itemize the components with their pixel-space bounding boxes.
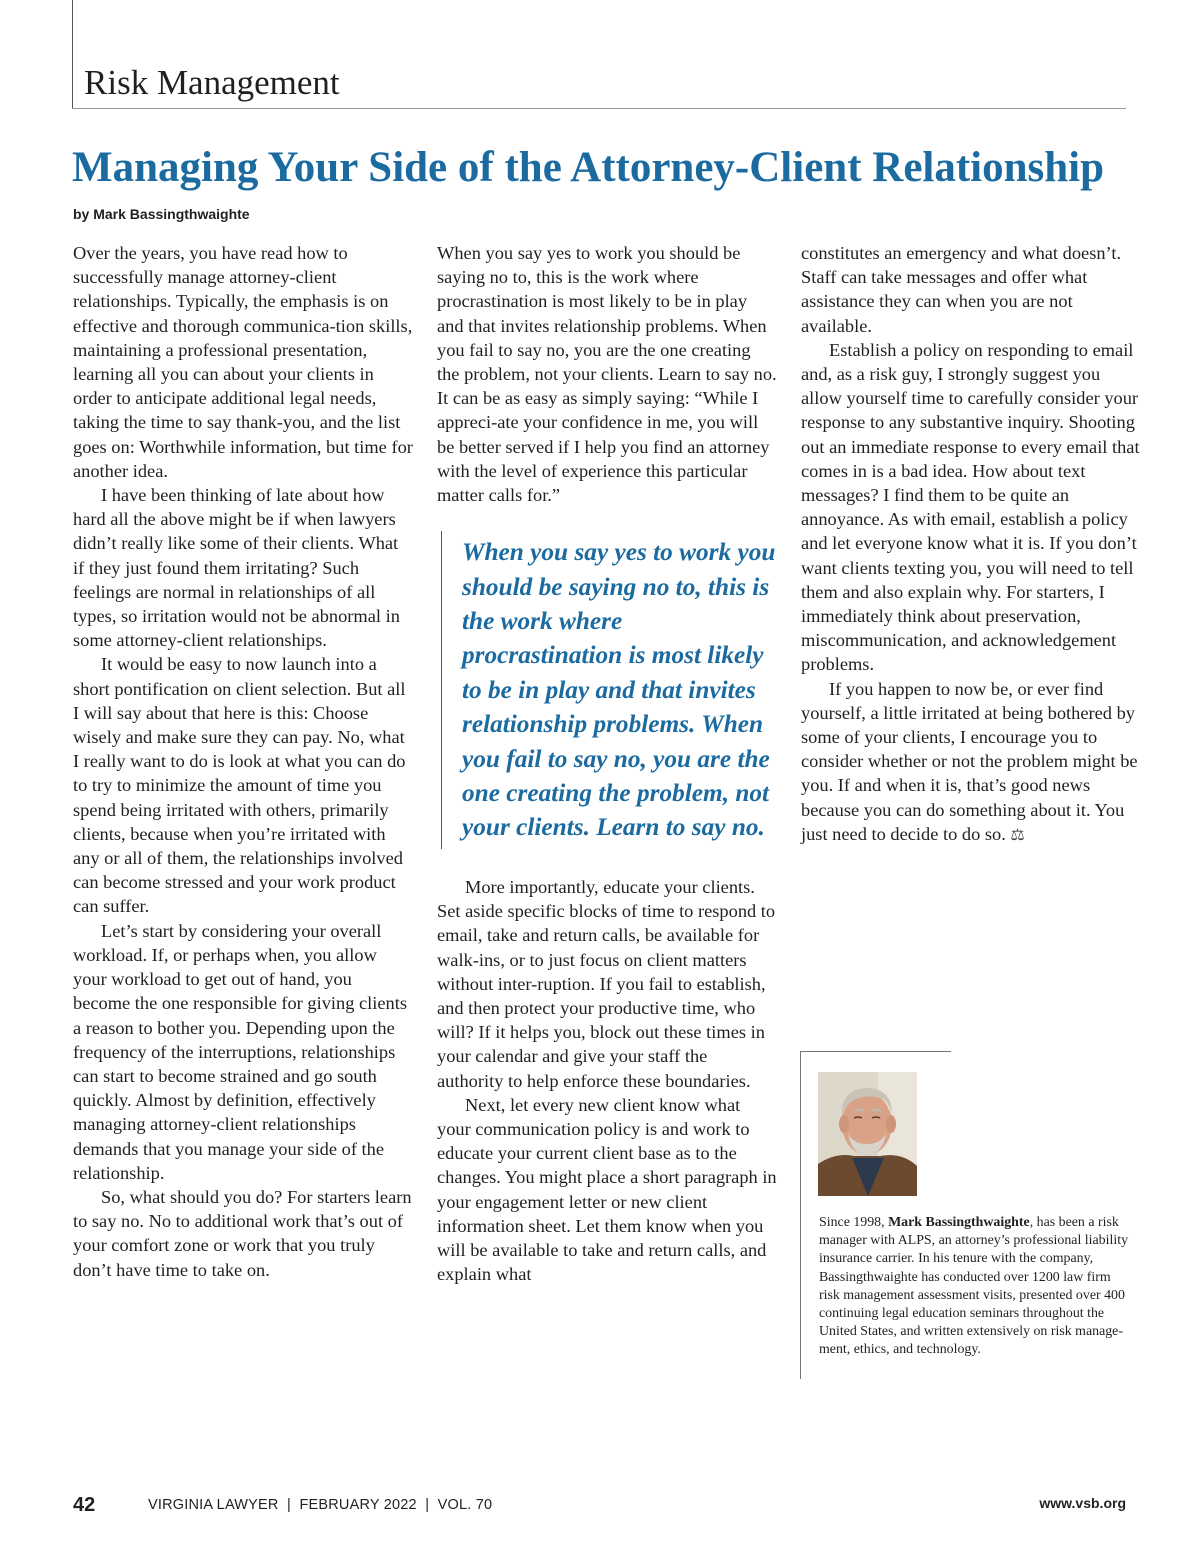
bio-author-name: Mark Bassingthwaighte: [888, 1215, 1030, 1230]
bio-box-border-top: [800, 1051, 951, 1052]
paragraph: It would be easy to now launch into a short pontification on client selection. But all I will say about that here is this: Choose wisely and make sure they can pay. No, what I really want to do is look at what you can do to try to minimize the amount of time you spend being irritated with others, primarily clients, because when you’re irritated with any or all of them, the relationships involved can become stressed and your work product can suffer.: [73, 654, 406, 917]
bio-box-border-left: [800, 1051, 801, 1379]
column-2: [437, 241, 777, 1286]
paragraph: Over the years, you have read how to successfully manage attorney-client relationships. Typically, the emphasis is on effective and thorough communica-tion skills, maintaining a professional presentation, learning all you can about your clients in order to anticipate additional legal needs, taking the time to say thank-you, and the list goes on: Worthwhile information, but time for another idea.: [73, 243, 413, 481]
paragraph: Establish a policy on responding to email and, as a risk guy, I strongly suggest you allow yourself time to carefully consider your response to any substantive inquiry. Shooting out an immediate response to every email that comes in is a bad idea. How about text messages? I find them to be quite an annoyance. As with email, establish a policy and let everyone know what it is. If you don’t want clients texting you, you will need to tell them and also explain why. For starters, I immediately think about preservation, miscommunication, and acknowledgement problems.: [801, 339, 1140, 675]
publication-info: VIRGINIA LAWYER | FEBRUARY 2022 | VOL. 70: [148, 1497, 493, 1513]
website-link[interactable]: www.vsb.org: [1039, 1495, 1126, 1511]
paragraph: I have been thinking of late about how hard all the above might be if when lawyers didn’t really like some of their clients. What if they just found them irritating? Such feelings are normal in relationships of all types, so irritation would not be abnormal in some attorney-client relationships.: [73, 485, 400, 651]
paragraph: More importantly, educate your clients. Set aside specific blocks of time to respond to email, take and return calls, be available for walk-ins, or to just focus on client matters without inter-ruption. If you fail to establish, and then protect your productive time, who will? If it helps you, block out these times in your calendar and give your staff the authority to help enforce these boundaries.: [437, 876, 776, 1091]
paragraph: constitutes an emergency and what doesn’t. Staff can take messages and offer what assistance they can when you are not available.: [801, 243, 1122, 336]
author-portrait-illustration: [818, 1072, 917, 1196]
page-number: 42: [73, 1494, 96, 1516]
byline: by Mark Bassingthwaighte: [73, 206, 250, 222]
section-divider-horizontal: [72, 108, 1126, 109]
column-1: [73, 241, 413, 1282]
pull-quote-text: When you say yes to work you should be saying no to, this is the work where procrastination is most likely to be in play and that invites relationship problems. When you fail to say no, you are the one creating the problem, not your clients. Learn to say no.: [462, 538, 776, 842]
section-label: Risk Management: [84, 63, 340, 102]
section-divider-vertical: [72, 0, 73, 108]
author-photo: [818, 1072, 917, 1196]
article-title: Managing Your Side of the Attorney-Client Relationship: [72, 144, 1105, 191]
paragraph: Let’s start by considering your overall workload. If, or perhaps when, you allow your workload to get out of hand, you become the one responsible for giving clients a reason to bother you. Depending upon the frequency of the interruptions, relationships can start to become strained and go south quickly. Almost by definition, effectively managing attorney-client relationships demands that you manage your side of the relationship.: [73, 920, 408, 1183]
column-3: [801, 241, 1141, 848]
paragraph: Next, let every new client know what your communication policy is and work to educate your current client base as to the changes. You might place a short paragraph in your engagement letter or new client information sheet. Let them know when you will be available to take and return calls, and explain what: [437, 1094, 777, 1285]
paragraph-final: [801, 677, 1141, 848]
paragraph: When you say yes to work you should be saying no to, this is the work where procrastination is most likely to be in play and that invites relationship problems. When you fail to say no, you are the one creating the problem, not your clients. Learn to say no. It can be as easy as simply saying: “While I appreci-ate your confidence in me, you will be better served if I help you find an attorney with the level of experience this particular matter calls for.”: [437, 243, 777, 506]
bio-prefix: Since 1998,: [819, 1215, 889, 1230]
paragraph: So, what should you do? For starters learn to say no. No to additional work that’s out of your comfort zone or work that you truly don’t have time to take on.: [73, 1186, 412, 1280]
bio-text: , has been a risk manager with ALPS, an attorney’s professional liability insurance carrier. In his tenure with the company, Bassingthwaighte has conducted over 1200 law firm risk management assessment visits, presented over 400 continuing legal education seminars throughout the United States, and written extensively on risk manage-ment, ethics, and technology.: [819, 1215, 1129, 1358]
scales-of-justice-icon: ⚖: [1010, 826, 1025, 844]
author-bio: [819, 1214, 1131, 1360]
pull-quote: [441, 531, 777, 849]
final-paragraph-text: If you happen to now be, or ever find yourself, a little irritated at being bothered by some of your clients, I encourage you to consider whether or not the problem might be you. If and when it is, that’s good news because you can do something about it. You just need to decide to do so.: [801, 678, 1138, 844]
